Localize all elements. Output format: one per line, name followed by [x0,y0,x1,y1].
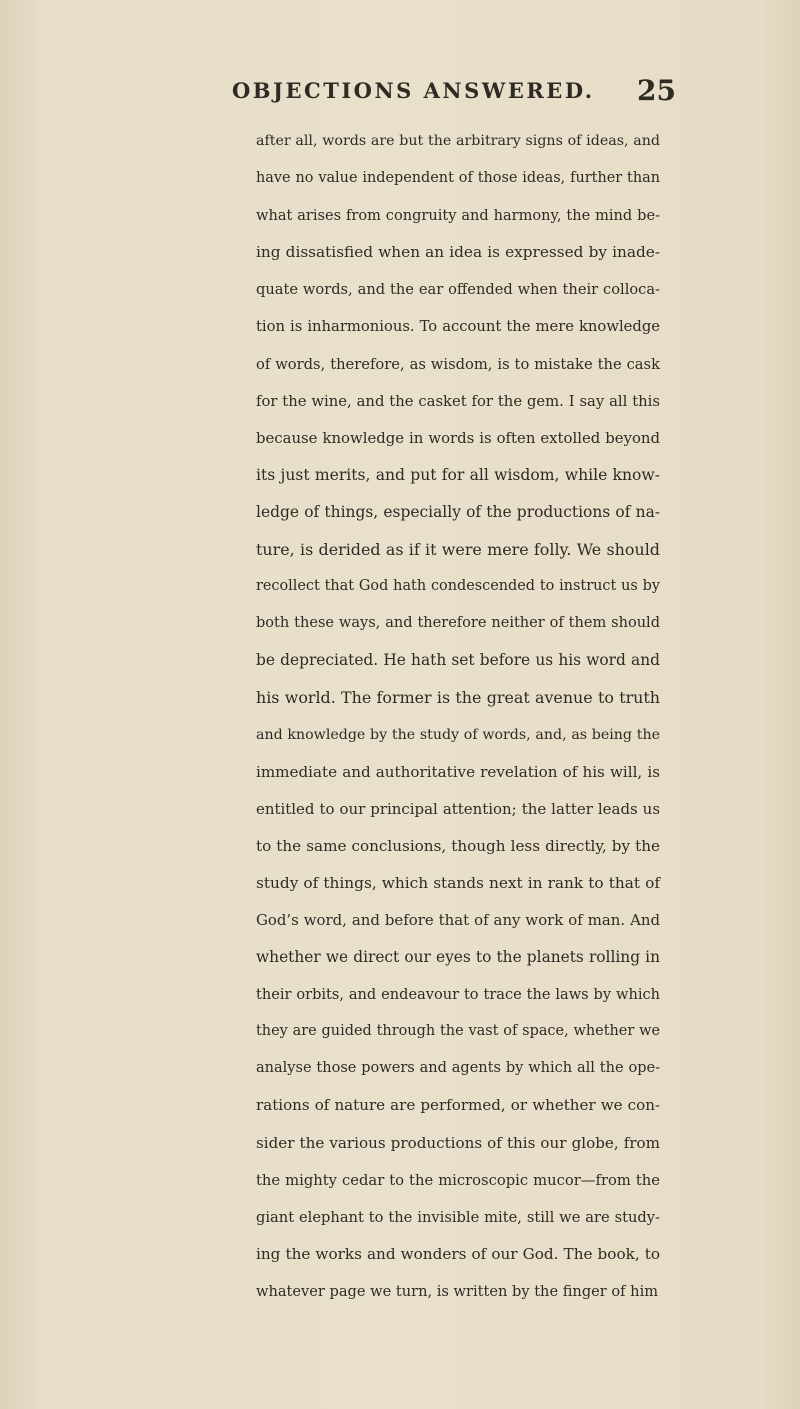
text-line: of words, therefore, as wisdom, is to mistake the cask [256,355,660,373]
page-header [220,74,700,112]
text-line: their orbits, and endeavour to trace the laws by which [256,986,660,1004]
text-line: recollect that God hath condescended to instruct us by [256,578,660,595]
text-line: study of things, which stands next in rank to that of [256,873,660,892]
text-line: sider the various productions of this our globe, from [256,1133,660,1152]
text-line: God’s word, and before that of any work of man. And [256,910,660,929]
text-line: to the same conclusions, though less directly, by the [256,836,660,855]
text-line: rations of nature are performed, or whether we con- [256,1096,660,1115]
text-line: because knowledge in words is often extolled beyond [256,428,660,447]
text-line: both these ways, and therefore neither of them should [256,615,660,632]
text-line: giant elephant to the invisible mite, still we are study- [256,1208,660,1226]
text-line: tion is inharmonious. To account the mere knowledge [256,318,660,336]
text-line: the mighty cedar to the microscopic mucor—from the [256,1171,660,1189]
text-line: ing the works and wonders of our God. The book, to [256,1244,660,1263]
text-line: ing dissatisfied when an idea is expressed by inade- [256,243,660,262]
body-text [256,123,660,1310]
text-line: ture, is derided as if it were mere folly. We should [256,540,660,560]
text-line: have no value independent of those ideas, further than [256,170,660,187]
text-line: be depreciated. He hath set before us his word and [256,651,660,670]
text-line: whatever page we turn, is written by the finger of him [256,1282,659,1300]
text-line: its just merits, and put for all wisdom, while know- [256,465,660,484]
text-line: for the wine, and the casket for the gem. I say all this [256,392,660,410]
text-line: quate words, and the ear offended when their colloca- [256,281,660,299]
text-line: entitled to our principal attention; the latter leads us [256,799,660,818]
text-line: after all, words are but the arbitrary signs of ideas, and [256,133,660,149]
text-line: what arises from congruity and harmony, the mind be- [256,207,660,225]
text-line: his world. The former is the great avenue to truth [256,688,660,708]
text-line: they are guided through the vast of space, whether we [256,1023,660,1040]
text-line: whether we direct our eyes to the planets rolling in [256,948,660,967]
text-line: analyse those powers and agents by which all the ope- [256,1060,660,1077]
text-line: ledge of things, especially of the productions of na- [256,502,660,521]
text-line: immediate and authoritative revelation of his will, is [256,762,660,781]
page-number: 25 [637,74,676,107]
text-line: and knowledge by the study of words, and, as being the [256,726,660,743]
running-head: OBJECTIONS ANSWERED. [232,78,595,103]
